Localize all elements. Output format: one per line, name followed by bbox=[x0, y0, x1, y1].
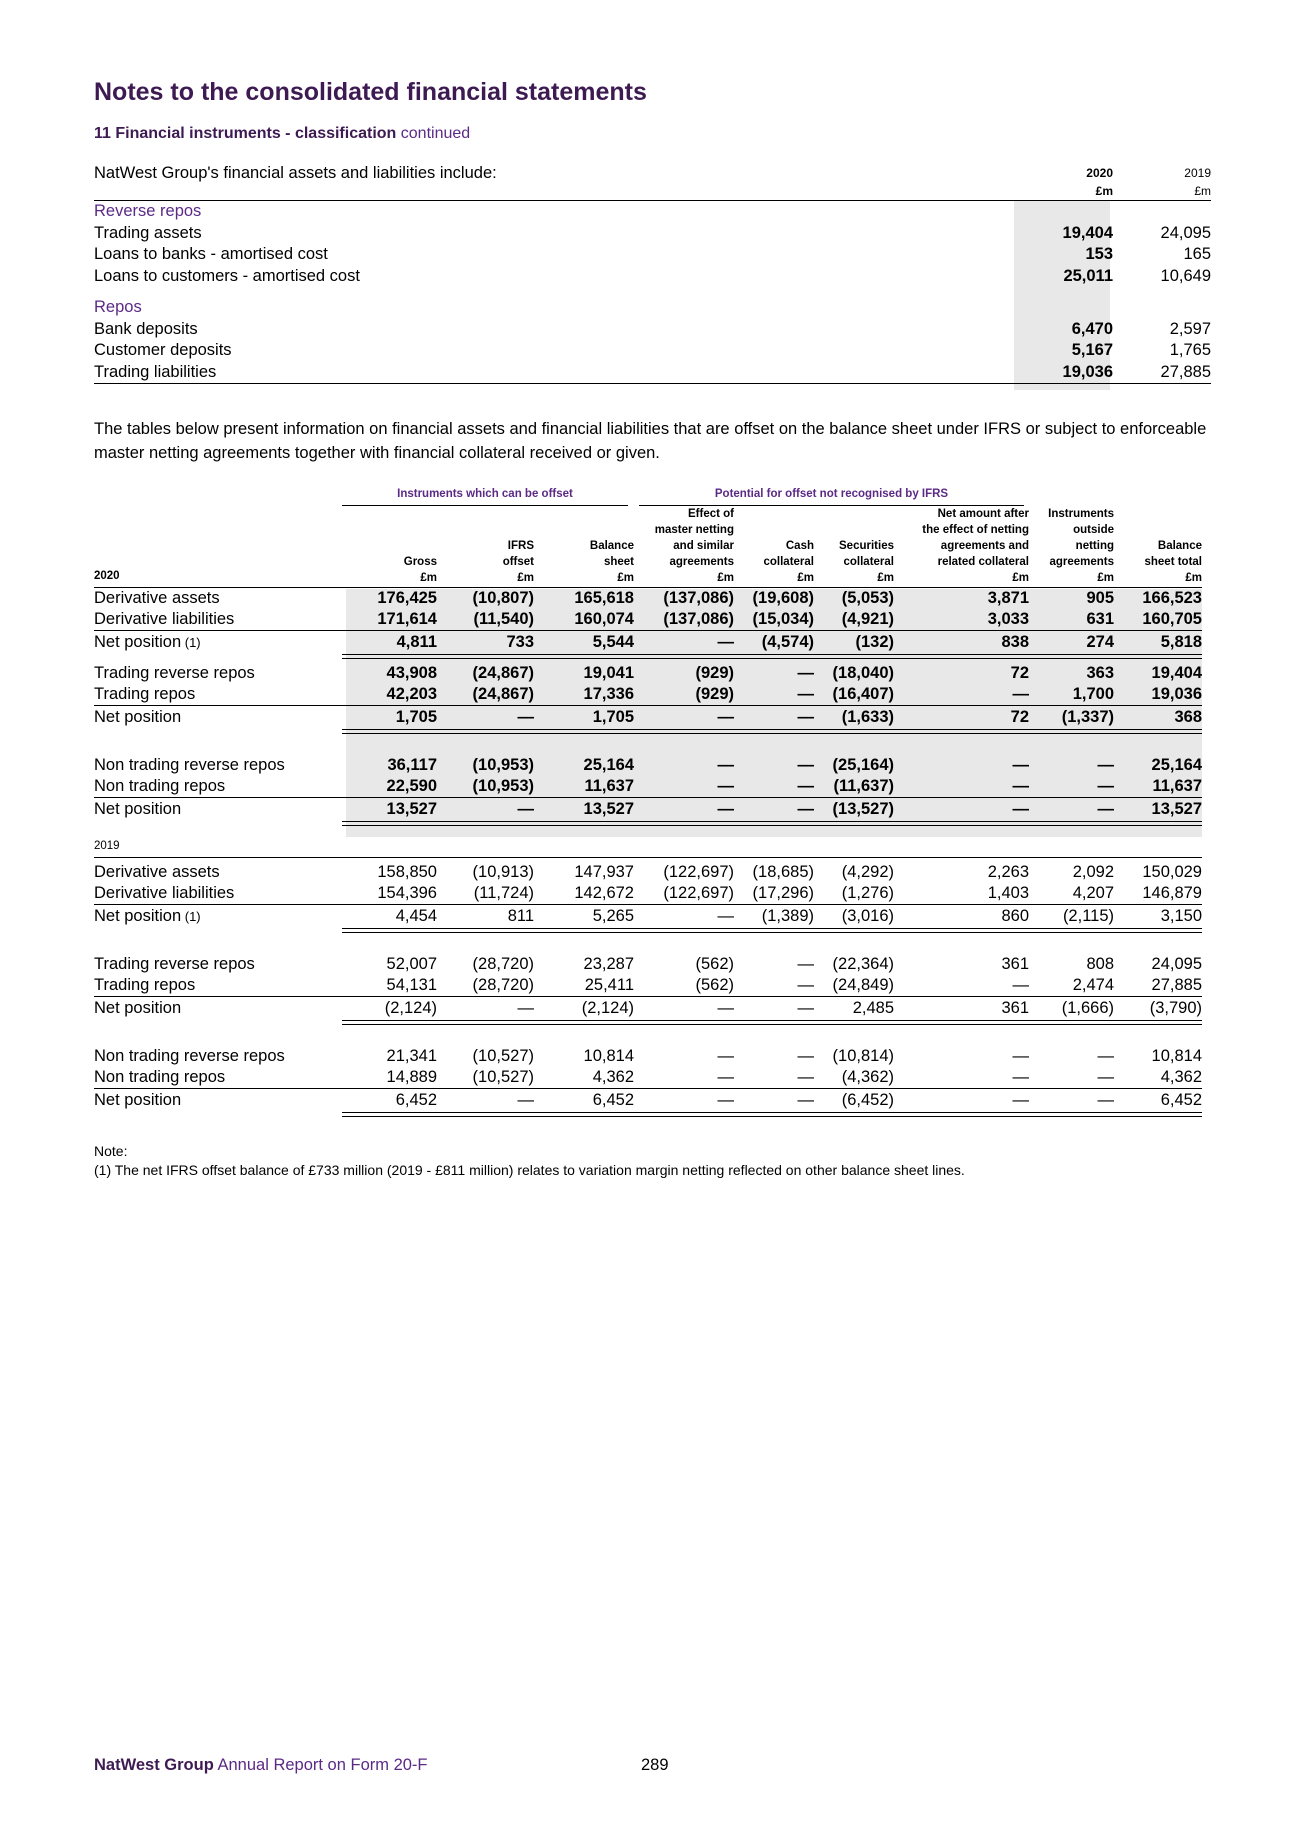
cell-value: 1,705 bbox=[395, 708, 437, 726]
cell-value: 19,404 bbox=[1151, 664, 1202, 682]
cell-value: (24,867) bbox=[472, 664, 534, 682]
cell-value: 5,265 bbox=[592, 907, 634, 925]
cell-value: 72 bbox=[1010, 708, 1029, 726]
section-subtitle bbox=[94, 125, 470, 143]
cell-value: (1,276) bbox=[841, 884, 894, 902]
note-heading: Note: bbox=[94, 1143, 128, 1159]
row-label: Loans to customers - amortised cost bbox=[94, 266, 360, 285]
note-ref: (1) bbox=[181, 635, 201, 650]
table-row bbox=[94, 975, 1202, 996]
table-row bbox=[94, 1067, 1202, 1088]
cell-value: 838 bbox=[1001, 633, 1029, 651]
cell-value: 3,150 bbox=[1160, 907, 1202, 925]
section-heading-reverse-repos: Reverse repos bbox=[94, 202, 202, 220]
cell-value: (4,362) bbox=[841, 1068, 894, 1086]
column-header: Cash collateral £m bbox=[763, 540, 814, 584]
rule bbox=[342, 1112, 1202, 1117]
cell-value: 54,131 bbox=[386, 976, 437, 994]
summary-year-2019: 2019 bbox=[1184, 166, 1211, 180]
row-label: Trading reverse repos bbox=[94, 955, 255, 973]
table-row bbox=[94, 906, 1202, 927]
cell-value: (2,124) bbox=[384, 999, 437, 1017]
cell-value: 368 bbox=[1174, 708, 1202, 726]
cell-value: (10,953) bbox=[472, 777, 534, 795]
cell-value: (10,527) bbox=[472, 1047, 534, 1065]
section-heading-repos: Repos bbox=[94, 298, 142, 316]
cell-value: 158,850 bbox=[377, 863, 437, 881]
cell-value: — bbox=[797, 999, 814, 1017]
table-row bbox=[94, 954, 1202, 975]
cell-value: 13,527 bbox=[386, 800, 437, 818]
cell-value: 274 bbox=[1086, 633, 1114, 651]
cell-value: (11,637) bbox=[833, 777, 894, 795]
page-title: Notes to the consolidated financial statements bbox=[94, 78, 647, 106]
column-header: Net amount after the effect of netting agreements and related collateral £m bbox=[922, 508, 1029, 584]
cell-value: 147,937 bbox=[574, 863, 634, 881]
cell-value: 2,092 bbox=[1072, 863, 1114, 881]
cell-value: (19,608) bbox=[752, 589, 814, 607]
summary-row bbox=[94, 319, 1211, 341]
cell-value: — bbox=[1097, 1047, 1114, 1065]
value-2019: 24,095 bbox=[1160, 223, 1211, 242]
cell-value: — bbox=[717, 633, 734, 651]
intro-paragraph: The tables below present information on financial assets and financial liabilities that are offset on the balance sheet under IFRS or subject to enforceable master netting agreements together with financial collateral received or given. bbox=[94, 420, 1207, 462]
summary-intro: NatWest Group's financial assets and liabilities include: bbox=[94, 164, 497, 182]
rule bbox=[94, 996, 1202, 997]
cell-value: — bbox=[797, 708, 814, 726]
cell-value: 363 bbox=[1086, 664, 1114, 682]
cell-value: (132) bbox=[855, 633, 894, 651]
summary-unit-2019: £m bbox=[1194, 184, 1211, 198]
subtitle-bold: 11 Financial instruments - classification bbox=[94, 125, 397, 142]
summary-row bbox=[94, 223, 1211, 245]
cell-value: 166,523 bbox=[1142, 589, 1202, 607]
cell-value: 3,033 bbox=[987, 610, 1029, 628]
value-2020: 25,011 bbox=[1063, 266, 1113, 285]
cell-value: 150,029 bbox=[1142, 863, 1202, 881]
footer-brand: NatWest Group bbox=[94, 1756, 214, 1774]
year-label: 2020 bbox=[94, 570, 120, 582]
cell-value: 22,590 bbox=[386, 777, 437, 795]
row-label: Net position bbox=[94, 800, 182, 818]
cell-value: (1,666) bbox=[1061, 999, 1114, 1017]
cell-value: 19,041 bbox=[583, 664, 634, 682]
cell-value: 36,117 bbox=[387, 756, 437, 774]
cell-value: — bbox=[1012, 1068, 1029, 1086]
table-row bbox=[94, 632, 1202, 653]
cell-value: — bbox=[797, 664, 814, 682]
table-row bbox=[94, 588, 1202, 609]
cell-value: (122,697) bbox=[663, 863, 734, 881]
rule bbox=[342, 1020, 1202, 1025]
cell-value: (17,296) bbox=[752, 884, 814, 902]
row-label: Non trading reverse repos bbox=[94, 1047, 285, 1065]
cell-value: 361 bbox=[1001, 999, 1029, 1017]
rule bbox=[94, 705, 1202, 706]
summary-row bbox=[94, 244, 1211, 266]
cell-value: (1,337) bbox=[1061, 708, 1114, 726]
rule bbox=[342, 821, 1202, 826]
row-label: Net position bbox=[94, 999, 182, 1017]
cell-value: 13,527 bbox=[583, 800, 634, 818]
table-row bbox=[94, 684, 1202, 705]
cell-value: (25,164) bbox=[832, 756, 894, 774]
value-2019: 27,885 bbox=[1160, 362, 1211, 381]
cell-value: 27,885 bbox=[1151, 976, 1202, 994]
row-label: Derivative assets bbox=[94, 863, 220, 881]
cell-value: 361 bbox=[1001, 955, 1029, 973]
cell-value: 5,818 bbox=[1160, 633, 1202, 651]
cell-value: 1,700 bbox=[1072, 685, 1114, 703]
table-row bbox=[94, 755, 1202, 776]
cell-value: — bbox=[517, 800, 534, 818]
cell-value: (2,124) bbox=[581, 999, 634, 1017]
year-label: 2019 bbox=[94, 840, 120, 852]
cell-value: (6,452) bbox=[841, 1091, 894, 1109]
table-row bbox=[94, 1090, 1202, 1111]
row-label: Non trading reverse repos bbox=[94, 756, 285, 774]
cell-value: (10,913) bbox=[472, 863, 534, 881]
cell-value: 4,362 bbox=[592, 1068, 634, 1086]
cell-value: 3,871 bbox=[987, 589, 1029, 607]
cell-value: — bbox=[797, 955, 814, 973]
cell-value: (562) bbox=[695, 955, 734, 973]
cell-value: 19,036 bbox=[1151, 685, 1202, 703]
cell-value: 42,203 bbox=[386, 685, 437, 703]
rule bbox=[342, 654, 1202, 659]
rule bbox=[342, 928, 1202, 933]
column-header: Instruments outside netting agreements £m bbox=[1048, 508, 1114, 584]
column-header: Securities collateral £m bbox=[839, 540, 894, 584]
cell-value: (28,720) bbox=[472, 955, 534, 973]
row-label: Trading reverse repos bbox=[94, 664, 255, 682]
note-text: (1) The net IFRS offset balance of £733 million (2019 - £811 million) relates to variation margin netting reflected on other balance sheet lines. bbox=[94, 1162, 965, 1178]
cell-value: (18,040) bbox=[832, 664, 894, 682]
value-2020: 6,470 bbox=[1071, 319, 1113, 338]
cell-value: 2,263 bbox=[987, 863, 1029, 881]
row-label: Non trading repos bbox=[94, 777, 226, 795]
cell-value: 160,705 bbox=[1142, 610, 1202, 628]
cell-value: — bbox=[1097, 800, 1114, 818]
cell-value: (137,086) bbox=[663, 610, 734, 628]
table-row bbox=[94, 862, 1202, 883]
cell-value: (15,034) bbox=[752, 610, 814, 628]
row-label: Derivative liabilities bbox=[94, 884, 235, 902]
rule bbox=[94, 797, 1202, 798]
row-label: Non trading repos bbox=[94, 1068, 226, 1086]
value-2020: 19,404 bbox=[1062, 223, 1113, 242]
row-label: Customer deposits bbox=[94, 341, 232, 359]
cell-value: (4,574) bbox=[761, 633, 814, 651]
column-header: Balance sheet total £m bbox=[1144, 540, 1202, 584]
footer bbox=[94, 1756, 428, 1775]
group-header-potential: Potential for offset not recognised by IFRS bbox=[639, 488, 1024, 506]
cell-value: (24,849) bbox=[832, 976, 894, 994]
cell-value: — bbox=[1097, 756, 1114, 774]
cell-value: 1,403 bbox=[987, 884, 1029, 902]
row-label: Net position (1) bbox=[94, 907, 201, 925]
cell-value: 142,672 bbox=[574, 884, 634, 902]
cell-value: 5,544 bbox=[592, 633, 634, 651]
cell-value: (24,867) bbox=[472, 685, 534, 703]
cell-value: 17,336 bbox=[583, 685, 634, 703]
cell-value: — bbox=[517, 999, 534, 1017]
table-row bbox=[94, 609, 1202, 630]
column-header: IFRS offset £m bbox=[502, 540, 534, 584]
summary-row bbox=[94, 340, 1211, 362]
table-row bbox=[94, 799, 1202, 820]
cell-value: 146,879 bbox=[1142, 884, 1202, 902]
row-label: Trading repos bbox=[94, 976, 196, 994]
rule bbox=[94, 857, 1202, 858]
cell-value: (11,724) bbox=[473, 884, 534, 902]
cell-value: (4,292) bbox=[841, 863, 894, 881]
cell-value: — bbox=[717, 1091, 734, 1109]
cell-value: — bbox=[1012, 685, 1029, 703]
cell-value: 165,618 bbox=[574, 589, 634, 607]
cell-value: 176,425 bbox=[377, 589, 437, 607]
cell-value: — bbox=[797, 976, 814, 994]
cell-value: — bbox=[717, 907, 734, 925]
cell-value: — bbox=[717, 1047, 734, 1065]
summary-year-2020: 2020 bbox=[1086, 166, 1113, 180]
cell-value: 631 bbox=[1086, 610, 1114, 628]
cell-value: 72 bbox=[1010, 664, 1029, 682]
cell-value: — bbox=[717, 999, 734, 1017]
value-2020: 19,036 bbox=[1062, 362, 1113, 381]
cell-value: 11,637 bbox=[584, 777, 634, 795]
cell-value: (22,364) bbox=[832, 955, 894, 973]
cell-value: — bbox=[1097, 1091, 1114, 1109]
group-header-offset: Instruments which can be offset bbox=[342, 488, 628, 506]
row-label: Bank deposits bbox=[94, 319, 198, 338]
cell-value: — bbox=[1097, 777, 1114, 795]
row-label: Derivative assets bbox=[94, 589, 220, 607]
cell-value: (10,953) bbox=[472, 756, 534, 774]
row-label: Net position (1) bbox=[94, 633, 201, 651]
table-row bbox=[94, 998, 1202, 1019]
cell-value: 6,452 bbox=[592, 1091, 634, 1109]
cell-value: 733 bbox=[506, 633, 534, 651]
cell-value: (929) bbox=[695, 664, 734, 682]
cell-value: — bbox=[1012, 800, 1029, 818]
footer-report: Annual Report on Form 20-F bbox=[217, 1756, 428, 1774]
row-label: Trading repos bbox=[94, 685, 196, 703]
summary-unit-2020: £m bbox=[1095, 184, 1113, 198]
summary-row bbox=[94, 266, 1211, 288]
cell-value: — bbox=[1012, 777, 1029, 795]
cell-value: (11,540) bbox=[473, 610, 534, 628]
cell-value: 11,637 bbox=[1152, 777, 1202, 795]
row-label: Net position bbox=[94, 708, 182, 726]
table-row bbox=[94, 663, 1202, 684]
cell-value: — bbox=[717, 756, 734, 774]
cell-value: 811 bbox=[507, 907, 534, 925]
subtitle-continued: continued bbox=[400, 125, 471, 142]
cell-value: 21,341 bbox=[386, 1047, 437, 1065]
cell-value: (137,086) bbox=[663, 589, 734, 607]
cell-value: — bbox=[797, 1068, 814, 1086]
cell-value: 860 bbox=[1001, 907, 1029, 925]
cell-value: (122,697) bbox=[663, 884, 734, 902]
cell-value: 4,454 bbox=[395, 907, 437, 925]
cell-value: (10,527) bbox=[472, 1068, 534, 1086]
column-header: Balance sheet £m bbox=[589, 540, 634, 584]
cell-value: 808 bbox=[1086, 955, 1114, 973]
cell-value: (4,921) bbox=[841, 610, 894, 628]
cell-value: (3,016) bbox=[841, 907, 894, 925]
cell-value: 2,485 bbox=[852, 999, 894, 1017]
value-2020: 5,167 bbox=[1071, 341, 1113, 359]
rule bbox=[94, 1088, 1202, 1089]
cell-value: (28,720) bbox=[472, 976, 534, 994]
summary-row bbox=[94, 362, 1211, 385]
cell-value: — bbox=[797, 800, 814, 818]
cell-value: — bbox=[1012, 756, 1029, 774]
cell-value: — bbox=[717, 800, 734, 818]
cell-value: — bbox=[797, 1047, 814, 1065]
row-label: Loans to banks - amortised cost bbox=[94, 245, 328, 263]
page-number: 289 bbox=[641, 1756, 669, 1774]
rule bbox=[94, 904, 1202, 905]
cell-value: 6,452 bbox=[1160, 1091, 1202, 1109]
cell-value: — bbox=[717, 708, 734, 726]
cell-value: 905 bbox=[1086, 589, 1114, 607]
cell-value: (13,527) bbox=[832, 800, 894, 818]
cell-value: — bbox=[797, 685, 814, 703]
cell-value: 23,287 bbox=[583, 955, 634, 973]
row-label: Trading assets bbox=[94, 223, 202, 242]
cell-value: 25,164 bbox=[583, 756, 634, 774]
column-header: Gross £m bbox=[403, 556, 437, 584]
table-row bbox=[94, 883, 1202, 904]
cell-value: (10,807) bbox=[472, 589, 534, 607]
cell-value: (929) bbox=[695, 685, 734, 703]
cell-value: 10,814 bbox=[583, 1047, 634, 1065]
cell-value: (5,053) bbox=[841, 589, 894, 607]
row-label: Derivative liabilities bbox=[94, 610, 235, 628]
table-row bbox=[94, 1046, 1202, 1067]
cell-value: — bbox=[1097, 1068, 1114, 1086]
cell-value: — bbox=[517, 1091, 534, 1109]
footnote bbox=[94, 1142, 965, 1180]
rule bbox=[342, 729, 1202, 734]
cell-value: (10,814) bbox=[832, 1047, 894, 1065]
cell-value: 24,095 bbox=[1151, 955, 1202, 973]
summary-table bbox=[94, 162, 1211, 384]
cell-value: 154,396 bbox=[377, 884, 437, 902]
cell-value: (3,790) bbox=[1149, 999, 1202, 1017]
value-2020: 153 bbox=[1085, 245, 1113, 263]
cell-value: (18,685) bbox=[752, 863, 814, 881]
cell-value: (16,407) bbox=[832, 685, 894, 703]
value-2019: 2,597 bbox=[1169, 319, 1211, 338]
cell-value: (2,115) bbox=[1062, 907, 1114, 925]
cell-value: — bbox=[797, 756, 814, 774]
value-2019: 10,649 bbox=[1160, 266, 1211, 285]
cell-value: 4,207 bbox=[1072, 884, 1114, 902]
cell-value: — bbox=[717, 777, 734, 795]
table-row bbox=[94, 776, 1202, 797]
cell-value: — bbox=[797, 777, 814, 795]
cell-value: 43,908 bbox=[386, 664, 437, 682]
table-row bbox=[94, 707, 1202, 728]
cell-value: 25,164 bbox=[1151, 756, 1202, 774]
row-label: Net position bbox=[94, 1091, 182, 1109]
cell-value: — bbox=[717, 1068, 734, 1086]
cell-value: 4,362 bbox=[1160, 1068, 1202, 1086]
cell-value: 13,527 bbox=[1151, 800, 1202, 818]
column-header: Effect of master netting and similar agreements £m bbox=[654, 508, 734, 584]
cell-value: 25,411 bbox=[584, 976, 634, 994]
cell-value: (1,633) bbox=[841, 708, 894, 726]
cell-value: 160,074 bbox=[574, 610, 634, 628]
cell-value: — bbox=[1012, 976, 1029, 994]
cell-value: — bbox=[797, 1091, 814, 1109]
cell-value: — bbox=[1012, 1047, 1029, 1065]
cell-value: — bbox=[1012, 1091, 1029, 1109]
cell-value: (562) bbox=[695, 976, 734, 994]
cell-value: 171,614 bbox=[377, 610, 437, 628]
cell-value: 2,474 bbox=[1072, 976, 1114, 994]
row-label: Trading liabilities bbox=[94, 362, 217, 381]
cell-value: 4,811 bbox=[396, 633, 437, 651]
cell-value: 14,889 bbox=[386, 1068, 437, 1086]
cell-value: — bbox=[517, 708, 534, 726]
value-2019: 165 bbox=[1183, 245, 1211, 263]
cell-value: 52,007 bbox=[386, 955, 437, 973]
cell-value: 10,814 bbox=[1151, 1047, 1202, 1065]
cell-value: 6,452 bbox=[395, 1091, 437, 1109]
cell-value: 1,705 bbox=[592, 708, 634, 726]
value-2019: 1,765 bbox=[1169, 341, 1211, 359]
note-ref: (1) bbox=[181, 909, 201, 924]
rule bbox=[94, 630, 1202, 631]
cell-value: (1,389) bbox=[761, 907, 814, 925]
